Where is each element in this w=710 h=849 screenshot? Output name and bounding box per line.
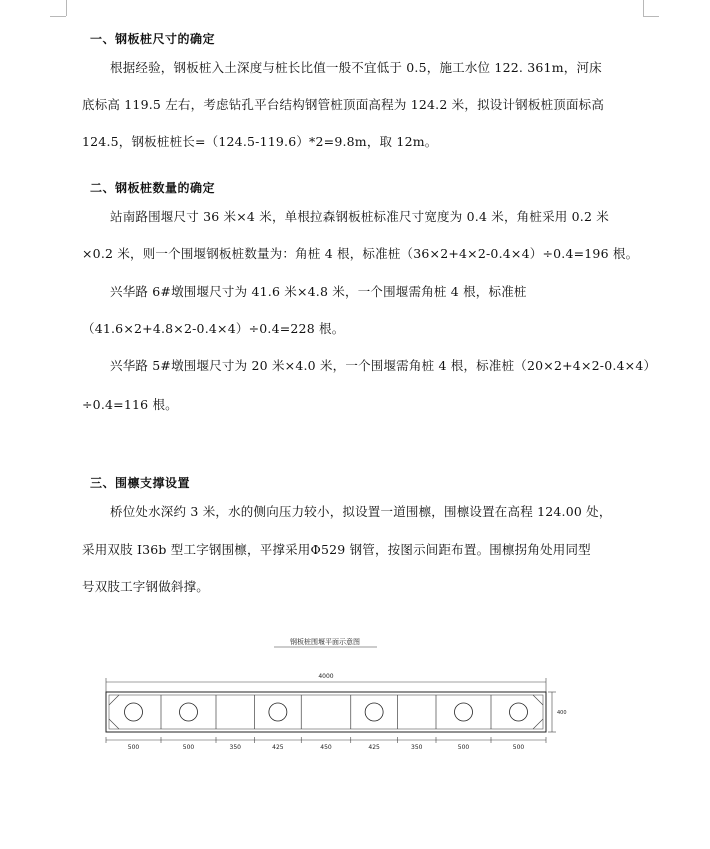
section-3-line-1: 桥位处水深约 3 米，水的侧向压力较小，拟设置一道围檩，围檩设置在高程 124.00 处， bbox=[110, 504, 612, 519]
pile-group bbox=[125, 703, 528, 721]
figure-title: 钢板桩围堰平面示意图 bbox=[290, 638, 360, 646]
steel-pipe-pile bbox=[365, 703, 383, 721]
strut-group bbox=[161, 695, 491, 729]
section-2-line-3: 兴华路 6#墩围堰尺寸为 41.6 米×4.8 米，一个围堰需角桩 4 根，标准桩 bbox=[110, 284, 527, 299]
steel-pipe-pile bbox=[125, 703, 143, 721]
side-dimension-label: 400 bbox=[557, 710, 567, 716]
section-1-line-2: 底标高 119.5 左右，考虑钻孔平台结构钢管桩顶面高程为 124.2 米，拟设计钢板桩顶面标高 bbox=[82, 97, 605, 112]
section-1-line-3: 124.5，钢板桩桩长=（124.5-119.6）*2=9.8m，取 12m。 bbox=[82, 134, 438, 149]
segment-dimension-label: 350 bbox=[229, 744, 241, 751]
segment-dimension-label: 450 bbox=[320, 744, 332, 751]
corner-brace-tl bbox=[109, 695, 119, 705]
segment-dimension-label: 425 bbox=[272, 744, 284, 751]
section-2-line-1: 站南路围堰尺寸 36 米×4 米，单根拉森钢板桩标准尺寸宽度为 0.4 米，角桩采用 0.2 米 bbox=[110, 209, 610, 224]
steel-pipe-pile bbox=[510, 703, 528, 721]
segment-dimension-label: 500 bbox=[182, 744, 195, 751]
section-2-line-4: （41.6×2+4.8×2-0.4×4）÷0.4=228 根。 bbox=[82, 321, 345, 336]
section-1-heading: 一、钢板桩尺寸的确定 bbox=[90, 32, 216, 46]
cofferdam-outer-wall bbox=[106, 692, 546, 732]
corner-brace-tr bbox=[533, 695, 543, 705]
segment-dimension-label: 500 bbox=[457, 744, 470, 751]
page-corner-mark-right-h bbox=[643, 16, 659, 17]
section-2-heading: 二、钢板桩数量的确定 bbox=[90, 181, 216, 195]
segment-dimension-label: 350 bbox=[411, 744, 423, 751]
steel-pipe-pile bbox=[269, 703, 287, 721]
section-2-line-5: 兴华路 5#墩围堰尺寸为 20 米×4.0 米，一个围堰需角桩 4 根，标准桩（20×2+4×2-0.4×4） bbox=[110, 358, 657, 373]
segment-dimension-label: 500 bbox=[127, 744, 140, 751]
section-1-line-1: 根据经验，钢板桩入土深度与桩长比值一般不宜低于 0.5，施工水位 122. 361m，河床 bbox=[110, 60, 602, 75]
section-2-line-2: ×0.2 米，则一个围堰钢板桩数量为：角桩 4 根，标准桩（36×2+4×2-0.4×4）÷0.4=196 根。 bbox=[82, 246, 639, 261]
cofferdam-plan-diagram bbox=[100, 630, 570, 755]
corner-brace-br bbox=[533, 719, 543, 729]
section-3-line-3: 号双肢工字钢做斜撑。 bbox=[82, 579, 210, 594]
section-3-heading: 三、围檩支撑设置 bbox=[90, 476, 191, 490]
section-2-line-6: ÷0.4=116 根。 bbox=[82, 397, 178, 412]
segment-dimension-label: 500 bbox=[512, 744, 525, 751]
steel-pipe-pile bbox=[180, 703, 198, 721]
segment-dimension-group bbox=[106, 737, 546, 751]
page-corner-mark-right-v bbox=[643, 0, 644, 16]
page-corner-mark-left-h bbox=[50, 16, 66, 17]
corner-brace-bl bbox=[109, 719, 119, 729]
section-3-line-2: 采用双肢 I36b 型工字钢围檩，平撑采用Φ529 钢管，按图示间距布置。围檩拐角处用同型 bbox=[82, 542, 591, 557]
total-dimension-label: 4000 bbox=[318, 673, 334, 680]
cofferdam-waling bbox=[109, 695, 543, 729]
segment-dimension-label: 425 bbox=[368, 744, 380, 751]
steel-pipe-pile bbox=[455, 703, 473, 721]
page-corner-mark-left-v bbox=[66, 0, 67, 16]
